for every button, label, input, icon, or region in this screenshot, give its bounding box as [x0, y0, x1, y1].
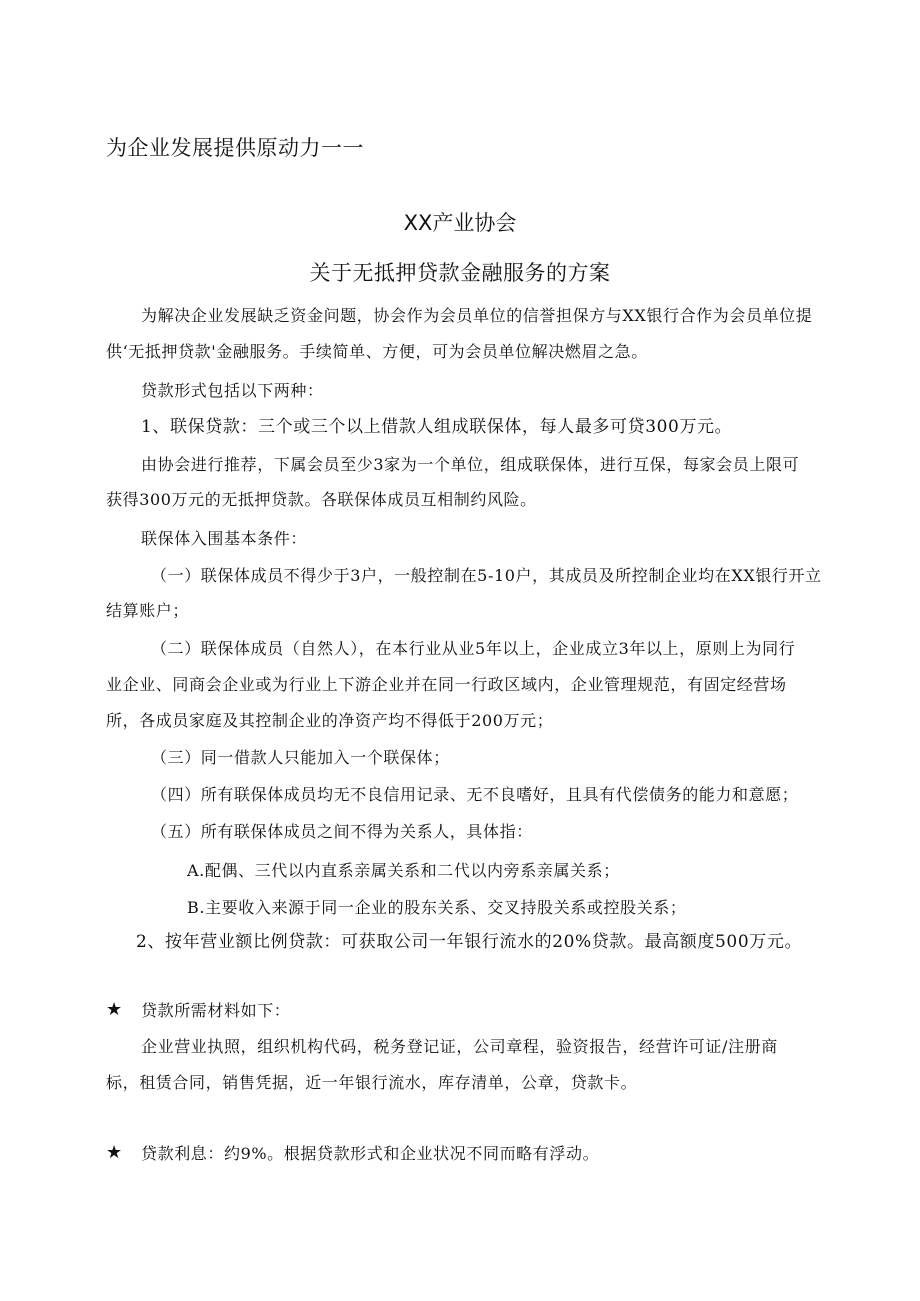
condition-1-line-1: （一）联保体成员不得少于3户，一般控制在5-10户，其成员及所控制企业均在XX银行开立: [151, 566, 822, 585]
document-title-subject: 关于无抵押贷款金融服务的方案: [309, 261, 611, 285]
loan-form-item-1: 1、联保贷款：三个或三个以上借款人组成联保体，每人最多可贷300万元。: [141, 417, 733, 437]
materials-line-2: 标，租赁合同，销售凭据，近一年银行流水，库存清单，公章，贷款卡。: [106, 1073, 638, 1092]
materials-heading: 贷款所需材料如下：: [141, 1001, 291, 1020]
slogan-heading: 为企业发展提供原动力一一: [106, 136, 364, 160]
star-icon: ★: [106, 1142, 123, 1163]
condition-5-a: A.配偶、三代以内直系亲属关系和二代以内旁系亲属关系；: [187, 861, 620, 880]
condition-5-b: B.主要收入来源于同一企业的股东关系、交叉持股关系或控股关系；: [187, 898, 687, 917]
condition-4: （四）所有联保体成员均无不良信用记录、无不良嗜好，且具有代偿债务的能力和意愿；: [151, 785, 799, 804]
loan-forms-heading: 贷款形式包括以下两种：: [141, 381, 324, 400]
intro-line-2: 供‘无抵押贷款'金融服务。手续简单、方便，可为会员单位解决燃眉之急。: [106, 342, 648, 361]
item1-desc-line-2: 获得300万元的无抵押贷款。各联保体成员互相制约风险。: [106, 490, 537, 509]
condition-2-line-3: 所，各成员家庭及其控制企业的净资产均不得低于200万元；: [106, 711, 554, 730]
item1-desc-line-1: 由协会进行推荐，下属会员至少3家为一个单位，组成联保体，进行互保，每家会员上限可: [141, 455, 800, 474]
document-title-org: XX产业协会: [403, 211, 517, 235]
conditions-heading: 联保体入围基本条件：: [141, 529, 308, 548]
condition-1-line-2: 结算账户；: [106, 601, 190, 620]
condition-3: （三）同一借款人只能加入一个联保体；: [151, 748, 450, 767]
condition-5: （五）所有联保体成员之间不得为关系人，具体指：: [151, 822, 533, 841]
condition-2-line-2: 业企业、同商会企业或为行业上下游企业并在同一行政区域内，企业管理规范，有固定经营场: [106, 675, 787, 694]
interest-text: 贷款利息：约9%。根据贷款形式和企业状况不同而略有浮动。: [141, 1144, 600, 1163]
condition-2-line-1: （二）联保体成员（自然人），在本行业从业5年以上，企业成立3年以上，原则上为同行: [151, 639, 796, 658]
materials-line-1: 企业营业执照，组织机构代码，税务登记证，公司章程，验资报告，经营许可证/注册商: [141, 1037, 778, 1056]
loan-form-item-2: 2、按年营业额比例贷款：可获取公司一年银行流水的20%贷款。最高额度500万元。: [136, 932, 803, 952]
intro-line-1: 为解决企业发展缺乏资金问题，协会作为会员单位的信誉担保方与XX银行合作为会员单位提: [141, 306, 813, 325]
star-icon: ★: [106, 999, 123, 1020]
